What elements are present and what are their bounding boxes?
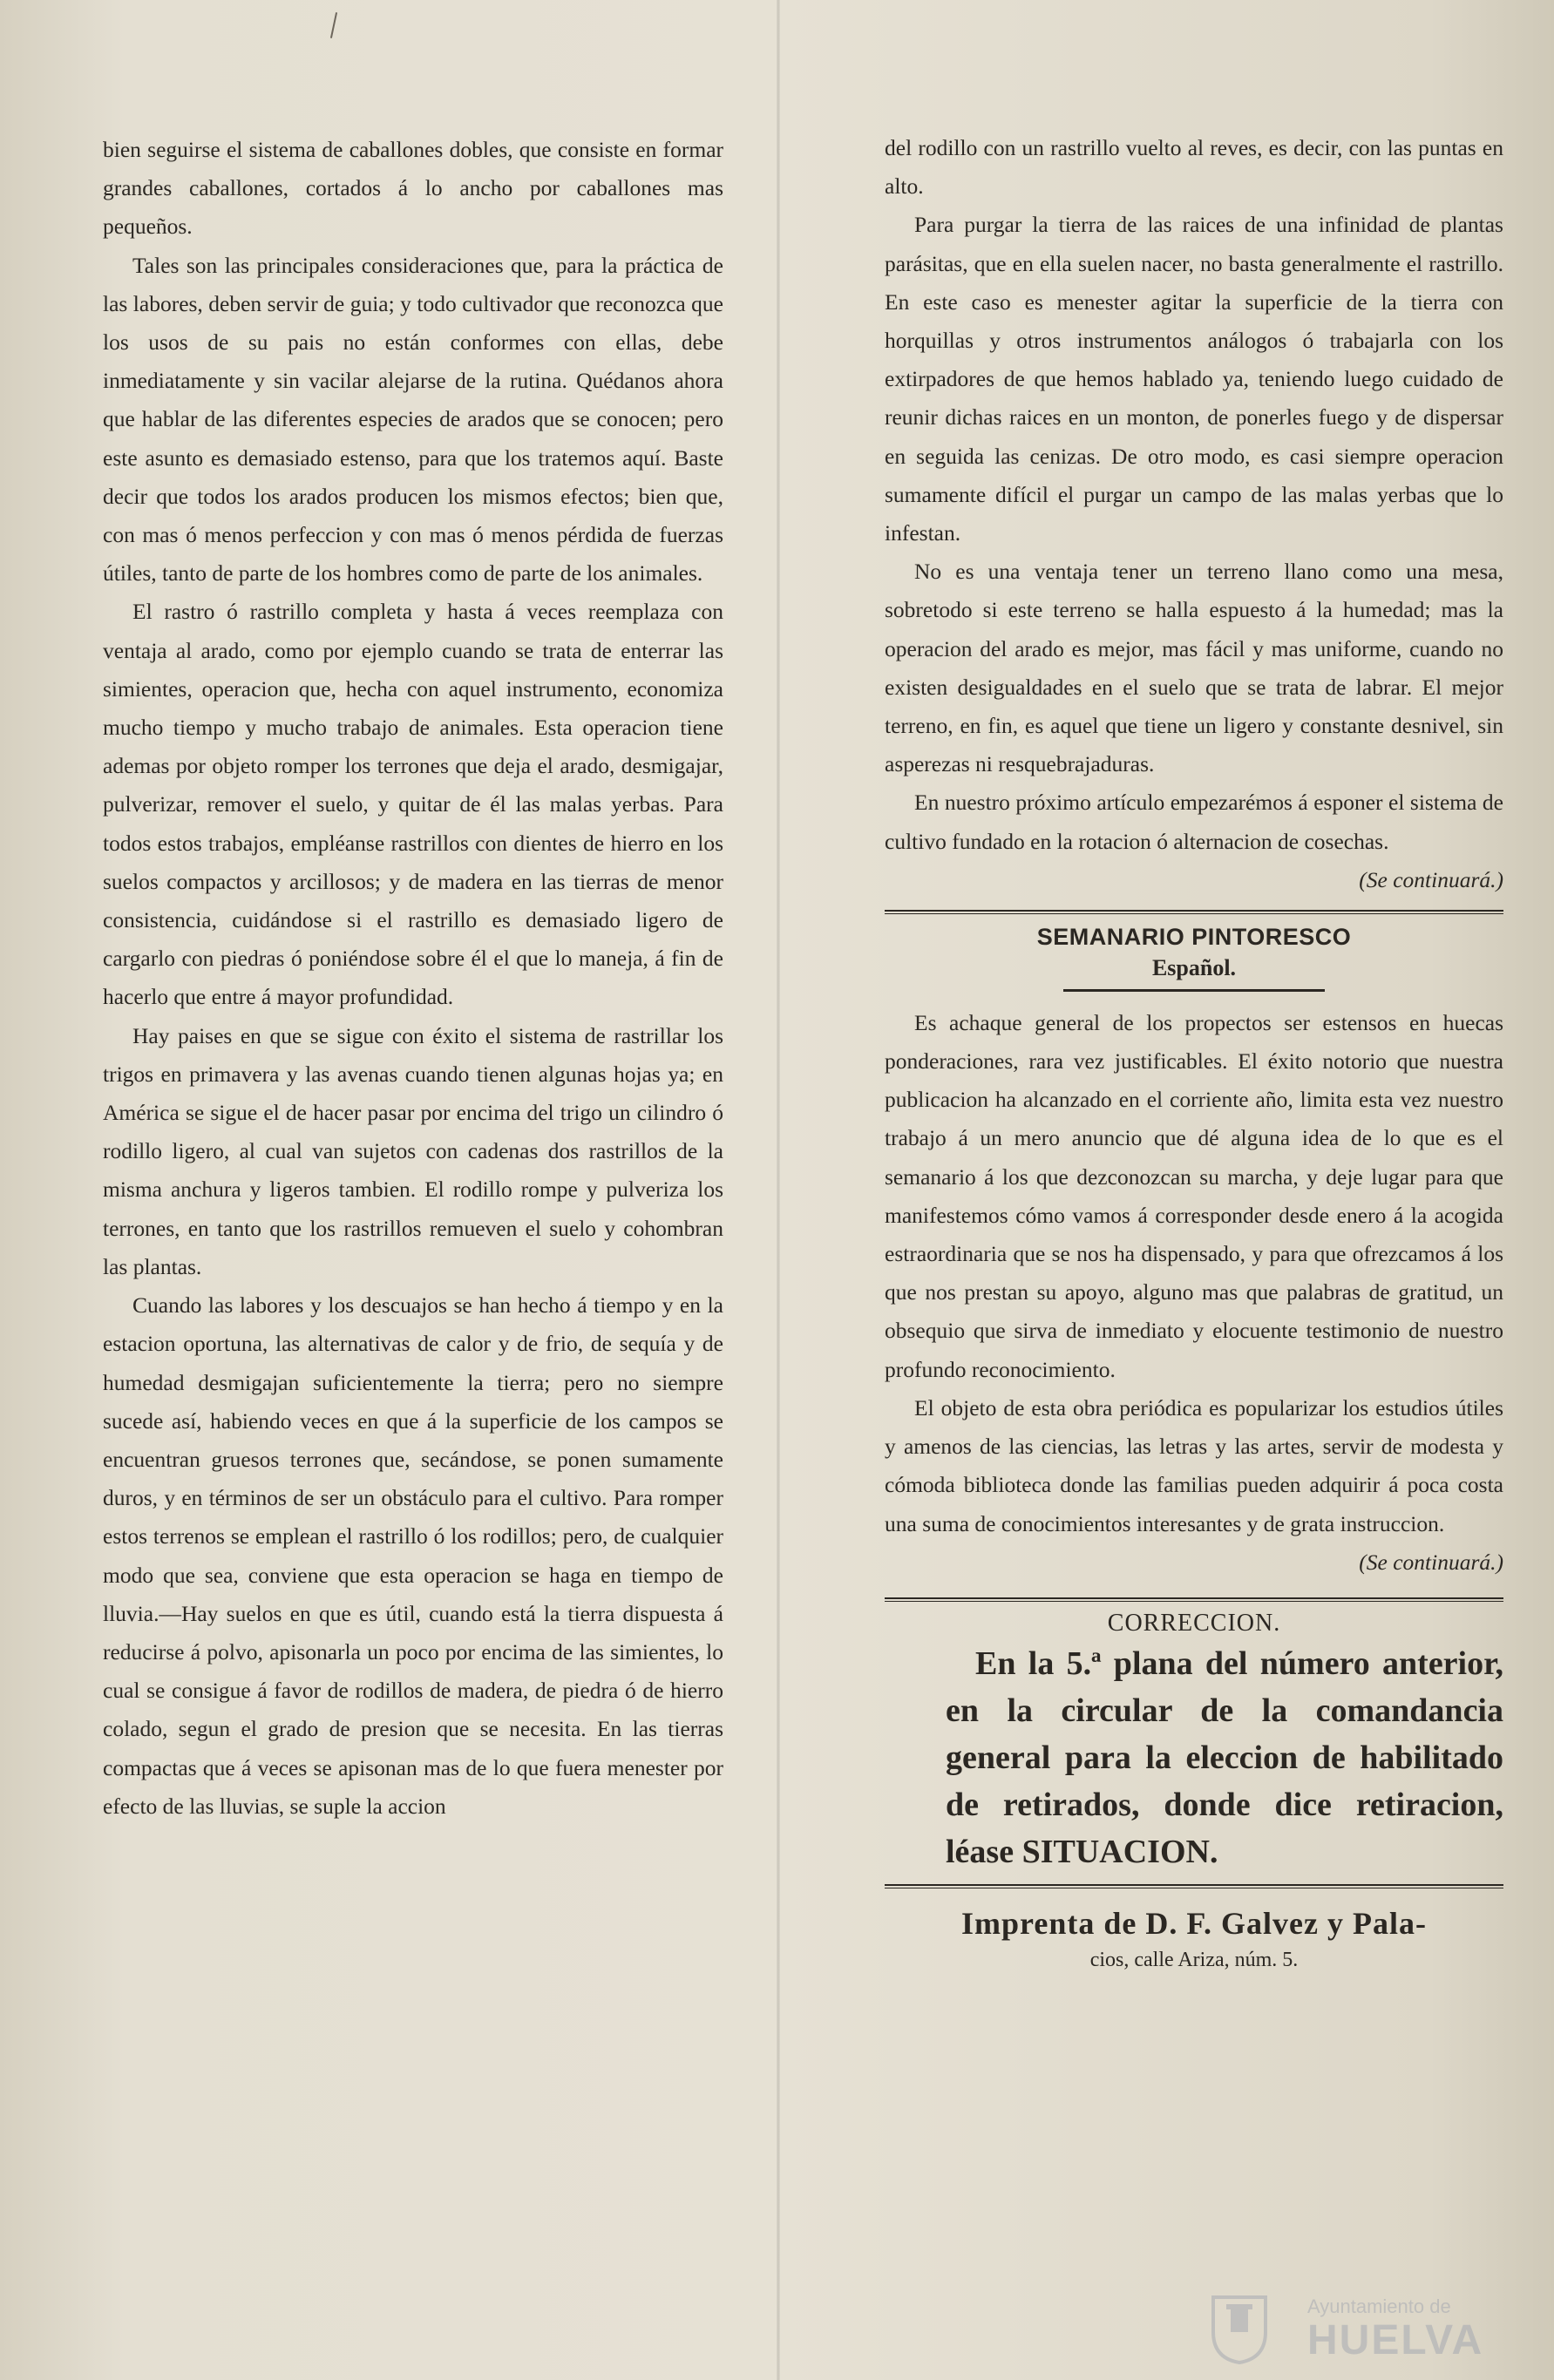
article-paragraph: del rodillo con un rastrillo vuelto al reves, es decir, con las puntas en alto. xyxy=(885,135,1503,200)
short-divider xyxy=(1063,989,1325,992)
imprint-line-2: cios, calle Ariza, núm. 5. xyxy=(1089,1948,1299,1971)
watermark-label: Ayuntamiento de xyxy=(1307,2295,1451,2317)
article-paragraph: Cuando las labores y los descuajos se han hecho á tiempo y en la estacion oportuna, las alternativas de calor y de frio, de sequía y de humedad desmigajan suficientemente la tierra; pero no siempre sucede así, habiendo veces en que á la superficie de los campos se encuentran gruesos terrones que, secándose, se ponen sumamente duros, y en términos de ser un obstáculo para el cultivo. Para romper estos terrenos se emplean el rastrillo ó los rodillos; pero, de cualquier modo que sea, conviene que esta operacion se haga en tiempo de lluvia.—Hay suelos en que es útil, cuando está la tierra dispuesta á reducirse á polvo, apisonarla un poco por encima de las simientes, lo cual se consigue á favor de rodillos de madera, de piedra ó de hierro colado, segun el grado de presion que se necesita. En las tierras compactas que á veces se apisonan mas de lo que fuera menester por efecto de las lluvias, se suple la accion xyxy=(103,1292,723,1819)
article-paragraph: En nuestro próximo artículo empezarémos á esponer el sistema de cultivo fundado en la rotacion ó alternacion de cosechas. xyxy=(885,790,1503,854)
article-paragraph: Hay paises en que se sigue con éxito el sistema de rastrillar los trigos en primavera y las avenas cuando tienen algunas hojas ya; en América se sigue el de hacer pasar por encima del trigo un cilindro ó rodillo ligero, al cual van sujetos con cadenas dos rastrillos de la misma anchura y ligeros tambien. El rodillo rompe y pulveriza los terrones, en tanto que los rastrillos remueven el suelo y cohombran las plantas. xyxy=(103,1022,723,1279)
continued-line xyxy=(885,861,1503,899)
page-fold xyxy=(777,0,780,2380)
watermark-city: HUELVA xyxy=(1307,2317,1484,2363)
announcement-paragraph: El objeto de esta obra periódica es popularizar los estudios útiles y amenos de las ciencias, las letras y las artes, servir de modesta y cómoda biblioteca donde las familias pueden adquirir á poca costa una suma de conocimientos interesantes y de grata instruccion. xyxy=(885,1394,1503,1536)
section-divider xyxy=(885,1884,1503,1888)
article-paragraph: Para purgar la tierra de las raices de una infinidad de plantas parásitas, que en ella suelen nacer, no basta generalmente el rastrillo. En este caso es menester agitar la superficie de la tierra con horquillas y otros instrumentos análogos ó trabajarla con los extirpadores de que hemos hablado ya, teniendo luego cuidado de reunir dichas raices en un monton, de ponerles fuego y de dispersar en seguida las cenizas. De otro modo, es casi siempre operacion sumamente difícil el purgar un campo de las malas yerbas que lo infestan. xyxy=(885,212,1503,546)
article-paragraph: bien seguirse el sistema de caballones dobles, que consiste en formar grandes caballones, cortados á lo ancho por caballones mas pequeños. xyxy=(103,137,723,240)
watermark xyxy=(1196,2288,1483,2367)
crest-icon xyxy=(1196,2288,1292,2367)
section-divider xyxy=(885,1597,1503,1602)
section-subtitle: Español. xyxy=(1151,954,1237,980)
continued-note: (Se continuará.) xyxy=(1359,866,1503,892)
continued-line xyxy=(885,1543,1503,1582)
correction-body: En la 5.ª plana del número anterior, en la circular de la comandancia general para la eleccion de habilitado de retirados, donde dice retiracion, léase SITUACION. xyxy=(946,1644,1503,1870)
left-column xyxy=(103,131,723,1826)
article-paragraph: El rastro ó rastrillo completa y hasta á veces reemplaza con ventaja al arado, como por ejemplo cuando se trata de enterrar las simientes, operacion que, hecha con aquel instrumento, economiza mucho tiempo y mucho trabajo de animales. Esta operacion tiene ademas por objeto romper los terrones que deja el arado, desmigajar, pulverizar, remover el suelo, y quitar de él las malas yerbas. Para todos estos trabajos, empléanse rastrillos con dientes de hierro en los suelos compactos y arcillosos; y de madera en las tierras de menor consistencia, cuidándose si el rastrillo es demasiado ligero de cargarlo con piedras ó poniéndose sobre él el que lo maneja, á fin de hacerlo que entre á mayor profundidad. xyxy=(103,599,723,1010)
imprint-line: Imprenta de D. F. Galvez y Pala- xyxy=(961,1905,1427,1941)
section-divider xyxy=(885,910,1503,914)
announcement-paragraph: Es achaque general de los propectos ser estensos en huecas ponderaciones, rara vez justificables. El éxito notorio que nuestra publicacion ha alcanzado en el corriente año, limita esta vez nuestro trabajo á un mero anuncio que dé alguna idea de lo que es el semanario á los que dezconozcan su marcha, y deje lugar para que manifestemos cómo vamos á corresponder desde enero á la acogida estraordinaria que se nos ha dispensado, y para que ofrezcamos á los que nos prestan su apoyo, alguno mas que palabras de gratitud, un obsequio que sirva de inmediato y elocuente testimonio de nuestro profundo reconocimiento. xyxy=(885,1009,1503,1382)
article-paragraph: Tales son las principales consideraciones que, para la práctica de las labores, deben servir de guia; y todo cultivador que reconozca que los usos de su pais no están conformes con ellas, debe inmediatamente y sin vacilar alejarse de la rutina. Quédanos ahora que hablar de las diferentes especies de arados que se conocen; pero este asunto es demasiado estenso, para que los tratemos aquí. Baste decir que todos los arados producen los mismos efectos; bien que, con mas ó menos perfeccion y con mas ó menos pérdida de fuerzas útiles, tanto de parte de los hombres como de parte de los animales. xyxy=(103,252,723,587)
correction-title: CORRECCION. xyxy=(1107,1609,1281,1637)
section-title: SEMANARIO PINTORESCO xyxy=(1036,923,1352,950)
continued-note: (Se continuará.) xyxy=(1359,1549,1503,1575)
article-paragraph: No es una ventaja tener un terreno llano como una mesa, sobretodo si este terreno se halla espuesto á la humedad; mas la operacion del arado es mejor, mas fácil y mas uniforme, cuando no existen desigualdades en el suelo que se trata de labrar. El mejor terreno, en fin, es aquel que tiene un ligero y constante desnivel, sin asperezas ni resquebrajaduras. xyxy=(885,559,1503,777)
right-column xyxy=(885,129,1503,1976)
